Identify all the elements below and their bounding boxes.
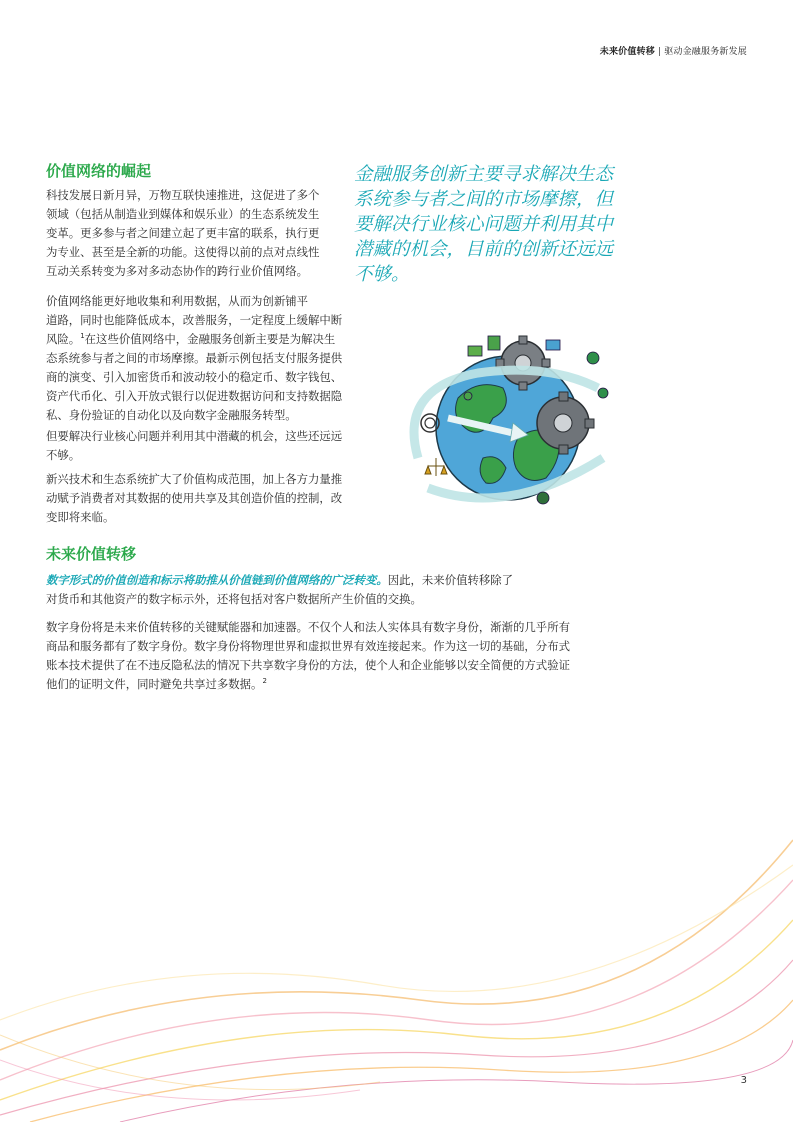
paragraph-digital-identity (46, 618, 570, 694)
text-line: 新兴技术和生态系统扩大了价值构成范围，加上各方力量推 (46, 472, 343, 486)
text-line: 风险。 (46, 332, 81, 346)
footnote-ref[interactable]: 2 (262, 677, 267, 686)
paragraph-not-enough (46, 427, 342, 465)
paragraph-value-network-intro (46, 186, 319, 281)
text-line: 在这些价值网络中，金融服务创新主要是为解决生 (84, 332, 336, 346)
running-header (600, 44, 747, 57)
text-line: 商的演变、引入加密货币和波动较小的稳定币、数字钱包、 (46, 370, 343, 384)
page-number: 3 (740, 1075, 747, 1086)
text-line: 但要解决行业核心问题并利用其中潜藏的机会，这些还远远 (46, 429, 343, 443)
text-line: 道路，同时也能降低成本，改善服务，一定程度上缓解中断 (46, 313, 343, 327)
paragraph-value-network-data (46, 292, 342, 425)
text-line: 为专业、甚至是全新的功能。这使得以前的点对点线性 (46, 245, 320, 259)
coin-icon (537, 492, 549, 504)
paragraph-value-creation (46, 571, 513, 609)
text-line: 互动关系转变为多对多动态协作的跨行业价值网络。 (46, 264, 308, 278)
text-line: 不够。 (46, 448, 81, 462)
decorative-waves (0, 820, 793, 1122)
banknote-icon (488, 336, 500, 350)
globe-network-illustration (388, 318, 628, 518)
coin-icon (464, 392, 472, 400)
text-line: 动赋予消费者对其数据的使用共享及其创造价值的控制，改 (46, 491, 343, 505)
text-line: 他们的证明文件，同时避免共享过多数据。 (46, 677, 263, 691)
text-line: 对货币和其他资产的数字标示外，还将包括对客户数据所产生价值的交换。 (46, 592, 422, 606)
text-line: 领域（包括从制造业到媒体和娱乐业）的生态系统发生 (46, 207, 320, 221)
section-heading-future-value-transfer: 未来价值转移 (46, 545, 137, 563)
text-line: 账本技术提供了在不违反隐私法的情况下共享数字身份的方法，使个人和企业能够以安全简便的方式验证 (46, 658, 570, 672)
text-line: 变革。更多参与者之间建立起了更丰富的联系，执行更 (46, 226, 320, 240)
text-line: 变即将来临。 (46, 510, 115, 524)
header-separator: | (657, 47, 662, 57)
header-subtitle: 驱动金融服务新发展 (664, 47, 747, 57)
text-line: 价值网络能更好地收集和利用数据，从而为创新铺平 (46, 294, 308, 308)
header-title: 未来价值转移 (599, 47, 655, 57)
pull-quote (354, 162, 622, 287)
text-line: 因此，未来价值转移除了 (387, 573, 514, 587)
coin-icon (587, 352, 599, 364)
text-line: 资产代币化、引入开放式银行以促进数据访问和支持数据隐 (46, 389, 343, 403)
text-line: 商品和服务都有了数字身份。数字身份将物理世界和虚拟世界有效连接起来。作为这一切的基础，分布式 (46, 639, 570, 653)
text-line: 数字身份将是未来价值转移的关键赋能器和加速器。不仅个人和法人实体具有数字身份，渐渐的几乎所有 (46, 620, 570, 634)
quote-line: 不够。 (354, 264, 410, 285)
quote-line: 潜藏的机会，目前的创新还远远 (354, 239, 614, 260)
section-heading-value-network: 价值网络的崛起 (46, 162, 152, 180)
text-line: 态系统参与者之间的市场摩擦。最新示例包括支付服务提供 (46, 351, 343, 365)
lock-icon (598, 388, 608, 398)
paragraph-change-coming (46, 470, 342, 527)
quote-line: 要解决行业核心问题并利用其中 (354, 214, 614, 235)
footnote-ref[interactable]: 1 (80, 332, 85, 341)
lead-sentence: 数字形式的价值创造和标示将助推从价值链到价值网络的广泛转变。 (46, 573, 388, 587)
card-icon (546, 340, 560, 350)
quote-line: 系统参与者之间的市场摩擦，但 (354, 189, 614, 210)
text-line: 私、身份验证的自动化以及向数字金融服务转型。 (46, 408, 297, 422)
text-line: 科技发展日新月异，万物互联快速推进，这促进了多个 (46, 188, 320, 202)
quote-line: 金融服务创新主要寻求解决生态 (354, 164, 614, 185)
banknote-icon (468, 346, 482, 356)
